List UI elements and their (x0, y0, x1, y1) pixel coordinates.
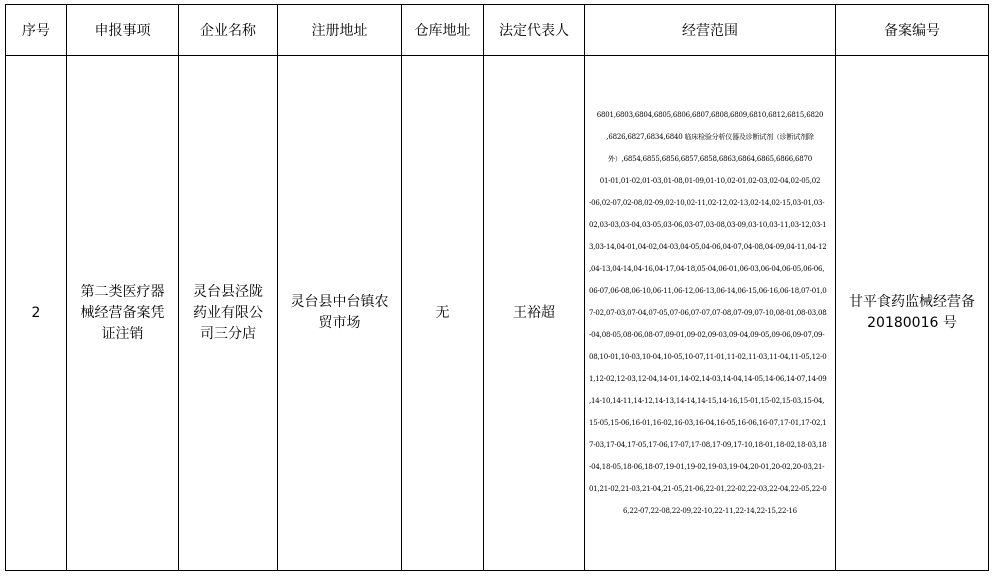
scope-line: -06,02-07,02-08,02-09,02-10,02-11,02-12,02-13,02-14,02-15,03-01,03- (589, 199, 825, 207)
header-company: 企业名称 (179, 5, 278, 56)
scope-line: ,04-13,04-14,04-16,04-17,04-18,05-04,06-01,06-03,06-04,06-05,06-06, (589, 265, 825, 273)
scope-line: 7-02,07-03,07-04,07-05,07-06,07-07,07-08,07-09,07-10,08-01,08-03,08 (589, 309, 827, 317)
table-row (6, 56, 989, 571)
legal-rep-value: 王裕超 (513, 304, 555, 321)
cell-company (179, 56, 278, 571)
record-no-value: 甘平食药监械经营备 20180016 号 (849, 294, 975, 331)
scope-line: ,6826,6827,6834,6840 临床检验分析仪器及诊断试剂（诊断试剂除 (606, 133, 814, 141)
scope-line: 6,22-07,22-08,22-09,22-10,22-11,22-14,22-15,22-16 (623, 507, 797, 515)
header-legal-rep: 法定代表人 (484, 5, 585, 56)
scope-line: 1,12-02,12-03,12-04,14-01,14-02,14-03,14-04,14-05,14-06,14-07,14-09 (589, 375, 827, 383)
scope-line: -04,18-05,18-06,18-07,19-01,19-02,19-03,19-04,20-01,20-02,20-03,21- (589, 463, 825, 471)
item-value: 第二类医疗器械经营备案凭证注销 (80, 283, 165, 342)
header-scope: 经营范围 (585, 5, 836, 56)
record-table (5, 4, 989, 571)
header-item: 申报事项 (67, 5, 179, 56)
cell-record-no (836, 56, 989, 571)
reg-address-value: 灵台县中台镇农贸市场 (290, 294, 389, 331)
scope-line: 02,03-03,03-04,03-05,03-06,03-07,03-08,03-09,03-10,03-11,03-12,03-1 (589, 221, 827, 229)
scope-line: -04,08-05,08-06,08-07,09-01,09-02,09-03,09-04,09-05,09-06,09-07,09- (589, 331, 825, 339)
header-row (6, 5, 989, 56)
header-seq: 序号 (6, 5, 67, 56)
seq-value: 2 (31, 304, 41, 321)
header-reg-address: 注册地址 (278, 5, 402, 56)
cell-seq (6, 56, 67, 571)
scope-line: 01,21-02,21-03,21-04,21-05,21-06,22-01,22-02,22-03,22-04,22-05,22-0 (589, 485, 827, 493)
header-warehouse: 仓库地址 (402, 5, 484, 56)
scope-line: 01-01,01-02,01-03,01-08,01-09,01-10,02-01,02-03,02-04,02-05,02 (599, 177, 821, 185)
cell-scope (585, 56, 836, 571)
company-value: 灵台县泾陇药业有限公司三分店 (193, 283, 263, 342)
scope-text (585, 104, 835, 522)
scope-line: 3,03-14,04-01,04-02,04-03,04-05,04-06,04-07,04-08,04-09,04-11,04-12 (589, 243, 827, 251)
scope-line: ,14-10,14-11,14-12,14-13,14-14,14-15,14-16,15-01,15-02,15-03,15-04, (589, 397, 825, 405)
scope-line: 15-05,15-06,16-01,16-02,16-03,16-04,16-05,16-06,16-07,17-01,17-02,1 (589, 419, 827, 427)
scope-line: 7-03,17-04,17-05,17-06,17-07,17-08,17-09,17-10,18-01,18-02,18-03,18 (589, 441, 827, 449)
cell-legal-rep (484, 56, 585, 571)
scope-line: 06-07,06-08,06-10,06-11,06-12,06-13,06-14,06-15,06-16,06-18,07-01,0 (589, 287, 827, 295)
cell-reg-address (278, 56, 402, 571)
scope-line: 08,10-01,10-03,10-04,10-05,10-07,11-01,11-02,11-03,11-04,11-05,12-0 (589, 353, 827, 361)
warehouse-value: 无 (435, 304, 450, 321)
cell-warehouse (402, 56, 484, 571)
scope-line: 6801,6803,6804,6805,6806,6807,6808,6809,6810,6812,6815,6820 (596, 111, 824, 119)
header-record-no: 备案编号 (836, 5, 989, 56)
cell-item (67, 56, 179, 571)
scope-line: 外）,6854,6855,6856,6857,6858,6863,6864,6865,6866,6870 (608, 155, 812, 163)
